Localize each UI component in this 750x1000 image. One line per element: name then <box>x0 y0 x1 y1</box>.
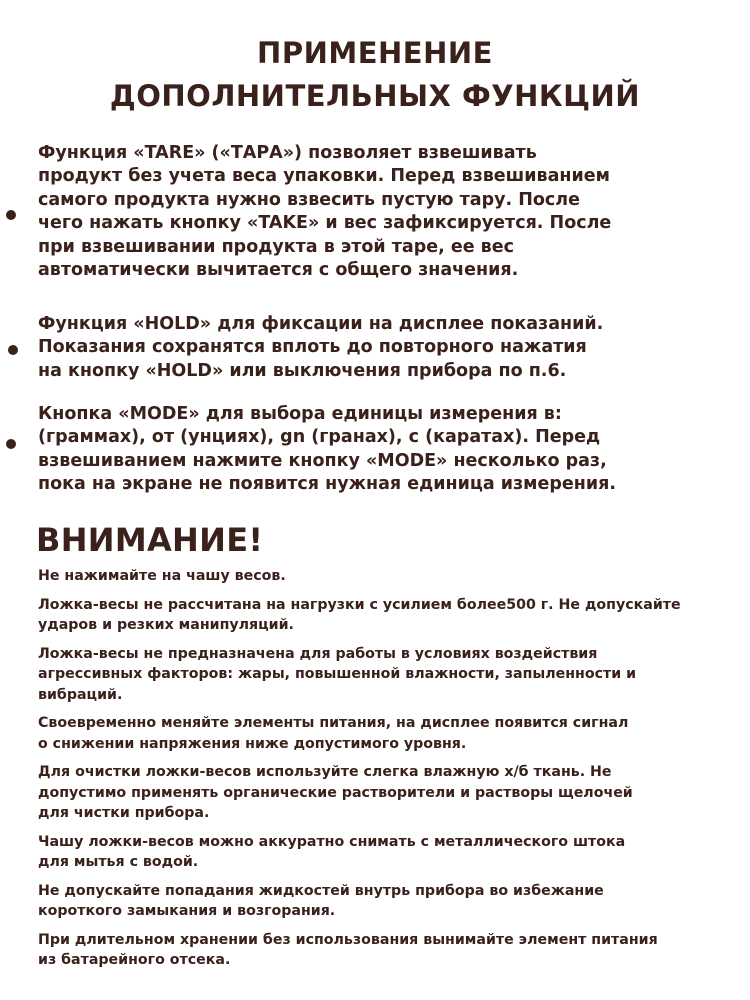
page-title-line-2: ДОПОЛНИТЕЛЬНЫХ ФУНКЦИЙ <box>109 79 641 113</box>
warning-item <box>38 644 728 706</box>
warning-line: Ложка-весы не предназначена для работы в условиях воздействия <box>38 645 598 662</box>
feature-line: Функция «HOLD» для фиксации на дисплее показаний. <box>38 314 604 334</box>
feature-line: пока на экране не появится нужная единица измерения. <box>38 474 616 495</box>
warning-line: короткого замыкания и возгорания. <box>38 903 336 919</box>
warning-list <box>38 566 728 979</box>
page-title <box>0 32 750 118</box>
warning-line: допустимо применять органические растворители и растворы щелочей <box>38 784 633 801</box>
feature-line: Кнопка «MODE» для выбора единицы измерения в: <box>38 404 562 424</box>
feature-line: (граммах), от (унциях), gn (гранах), с (каратах). Перед <box>38 427 601 448</box>
feature-line: автоматически вычитается с общего значения. <box>38 260 519 281</box>
warning-line: Не допускайте попадания жидкостей внутрь прибора во избежание <box>38 882 604 899</box>
warning-line: для мытья с водой. <box>38 854 199 870</box>
warning-line: При длительном хранении без использования вынимайте элемент питания <box>38 931 658 948</box>
warning-item <box>38 832 728 873</box>
warning-line: Своевременно меняйте элементы питания, на дисплее появится сигнал <box>38 715 629 731</box>
feature-line: самого продукта нужно взвесить пустую тару. После <box>38 189 580 210</box>
feature-mode-paragraph <box>38 403 678 497</box>
warning-item <box>38 762 728 824</box>
warning-item <box>38 930 728 971</box>
feature-line: продукт без учета веса упаковки. Перед взвешиванием <box>38 166 610 187</box>
warning-line: о снижении напряжения ниже допустимого уровня. <box>38 735 467 752</box>
feature-line: при взвешивании продукта в этой таре, ее вес <box>38 236 514 257</box>
feature-line: взвешиванием нажмите кнопку «MODE» несколько раз, <box>38 450 607 471</box>
bullet-icon <box>6 210 16 220</box>
feature-tare-paragraph <box>38 142 678 282</box>
bullet-icon <box>8 345 18 355</box>
warning-item <box>38 566 728 587</box>
feature-line: Показания сохранятся вплоть до повторного нажатия <box>38 337 587 358</box>
warning-line: Чашу ложки-весов можно аккуратно снимать с металлического штока <box>38 833 626 850</box>
feature-hold-paragraph <box>38 313 678 383</box>
warning-line: агрессивных факторов: жары, повышенной влажности, запыленности и <box>38 666 637 682</box>
warning-heading: ВНИМАНИЕ! <box>36 521 264 559</box>
warning-item <box>38 713 728 754</box>
bullet-icon <box>6 439 16 449</box>
warning-line: из батарейного отсека. <box>38 952 231 968</box>
feature-line: Функция «TARE» («ТАРА») позволяет взвешивать <box>38 143 537 163</box>
warning-line: Не нажимайте на чашу весов. <box>38 568 286 584</box>
feature-line: чего нажать кнопку «TAKE» и вес зафиксируется. После <box>38 213 612 234</box>
feature-line: на кнопку «HOLD» или выключения прибора по п.6. <box>38 360 567 381</box>
page-title-line-1: ПРИМЕНЕНИЕ <box>257 36 493 70</box>
warning-item <box>38 595 728 636</box>
warning-line: Ложка-весы не рассчитана на нагрузки с усилием более500 г. Не допускайте <box>38 596 681 613</box>
warning-item <box>38 881 728 922</box>
warning-line: вибраций. <box>38 686 123 703</box>
warning-line: Для очистки ложки-весов используйте слегка влажную х/б ткань. Не <box>38 764 612 780</box>
warning-line: для чистки прибора. <box>38 805 210 821</box>
warning-line: ударов и резких манипуляций. <box>38 617 294 633</box>
